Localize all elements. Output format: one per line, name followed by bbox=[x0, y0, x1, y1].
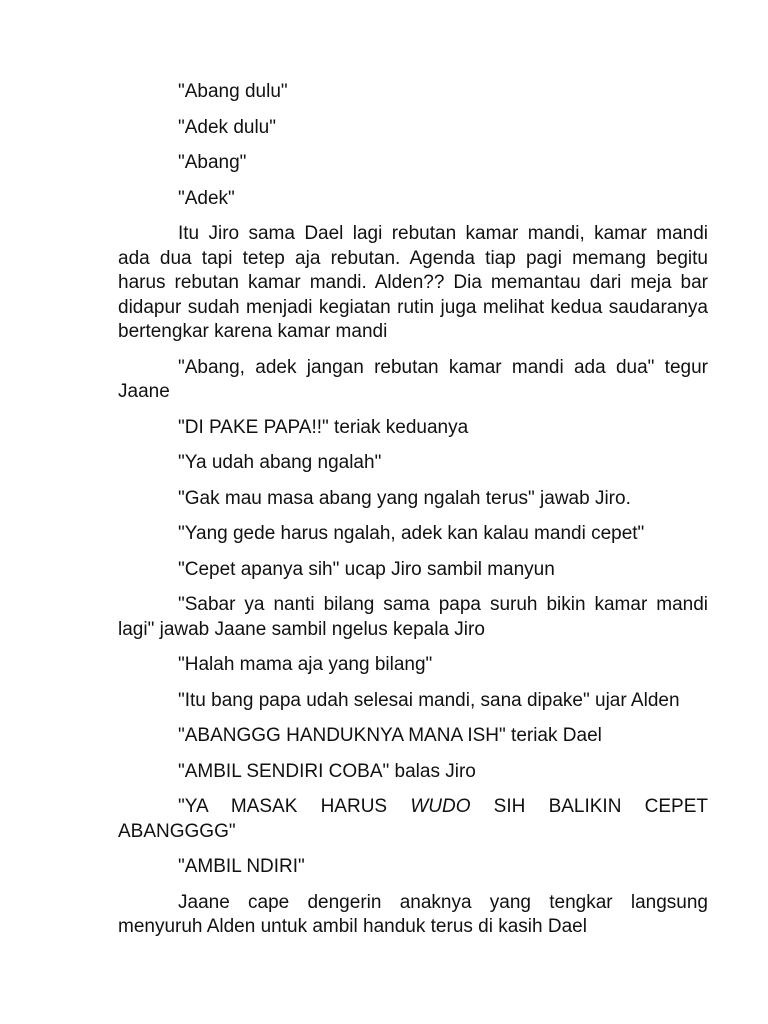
document-page bbox=[118, 80, 708, 951]
narration-paragraph: Itu Jiro sama Dael lagi rebutan kamar mandi, kamar mandi ada dua tapi tetep aja rebutan. Agenda tiap pagi memang begitu harus rebutan kamar mandi. Alden?? Dia memantau dari meja bar didapur sudah menjadi kegiatan rutin juga melihat kedua saudaranya bertengkar karena kamar mandi bbox=[118, 223, 708, 342]
dialogue-line: "Ya udah abang ngalah" bbox=[178, 452, 382, 473]
dialogue-line: "AMBIL SENDIRI COBA" balas Jiro bbox=[178, 760, 476, 782]
dialogue-line: "DI PAKE PAPA!!" teriak keduanya bbox=[178, 416, 469, 438]
dialogue-line: "Halah mama aja yang bilang" bbox=[178, 654, 433, 675]
dialogue-line: "ABANGGG HANDUKNYA MANA ISH" teriak Dael bbox=[178, 725, 602, 746]
text-before-italic: "YA MASAK HARUS bbox=[178, 796, 411, 817]
narration-paragraph: Jaane cape dengerin anaknya yang tengkar langsung menyuruh Alden untuk ambil handuk terus di kasih Dael bbox=[118, 891, 708, 937]
dialogue-line: "Adek dulu" bbox=[178, 116, 276, 138]
dialogue-line: "Abang, adek jangan rebutan kamar mandi ada dua" tegur Jaane bbox=[118, 356, 708, 402]
dialogue-line: "AMBIL NDIRI" bbox=[178, 856, 305, 877]
dialogue-line: "Gak mau masa abang yang ngalah terus" jawab Jiro. bbox=[178, 487, 631, 509]
dialogue-line: "Abang dulu" bbox=[178, 81, 288, 102]
dialogue-line: "Cepet apanya sih" ucap Jiro sambil manyun bbox=[178, 558, 555, 580]
dialogue-line: "Itu bang papa udah selesai mandi, sana dipake" ujar Alden bbox=[178, 689, 680, 711]
italic-word: WUDO bbox=[410, 796, 471, 817]
text-after-italic: SIH BALIKIN CEPET ABANGGGG" bbox=[118, 796, 708, 842]
dialogue-line: "Yang gede harus ngalah, adek kan kalau mandi cepet" bbox=[178, 523, 645, 544]
dialogue-line: "Adek" bbox=[178, 187, 235, 209]
dialogue-line: "Abang" bbox=[178, 152, 247, 173]
dialogue-line: "Sabar ya nanti bilang sama papa suruh bikin kamar mandi lagi" jawab Jaane sambil ngelus kepala Jiro bbox=[118, 594, 708, 640]
dialogue-line-with-italic bbox=[118, 795, 708, 844]
